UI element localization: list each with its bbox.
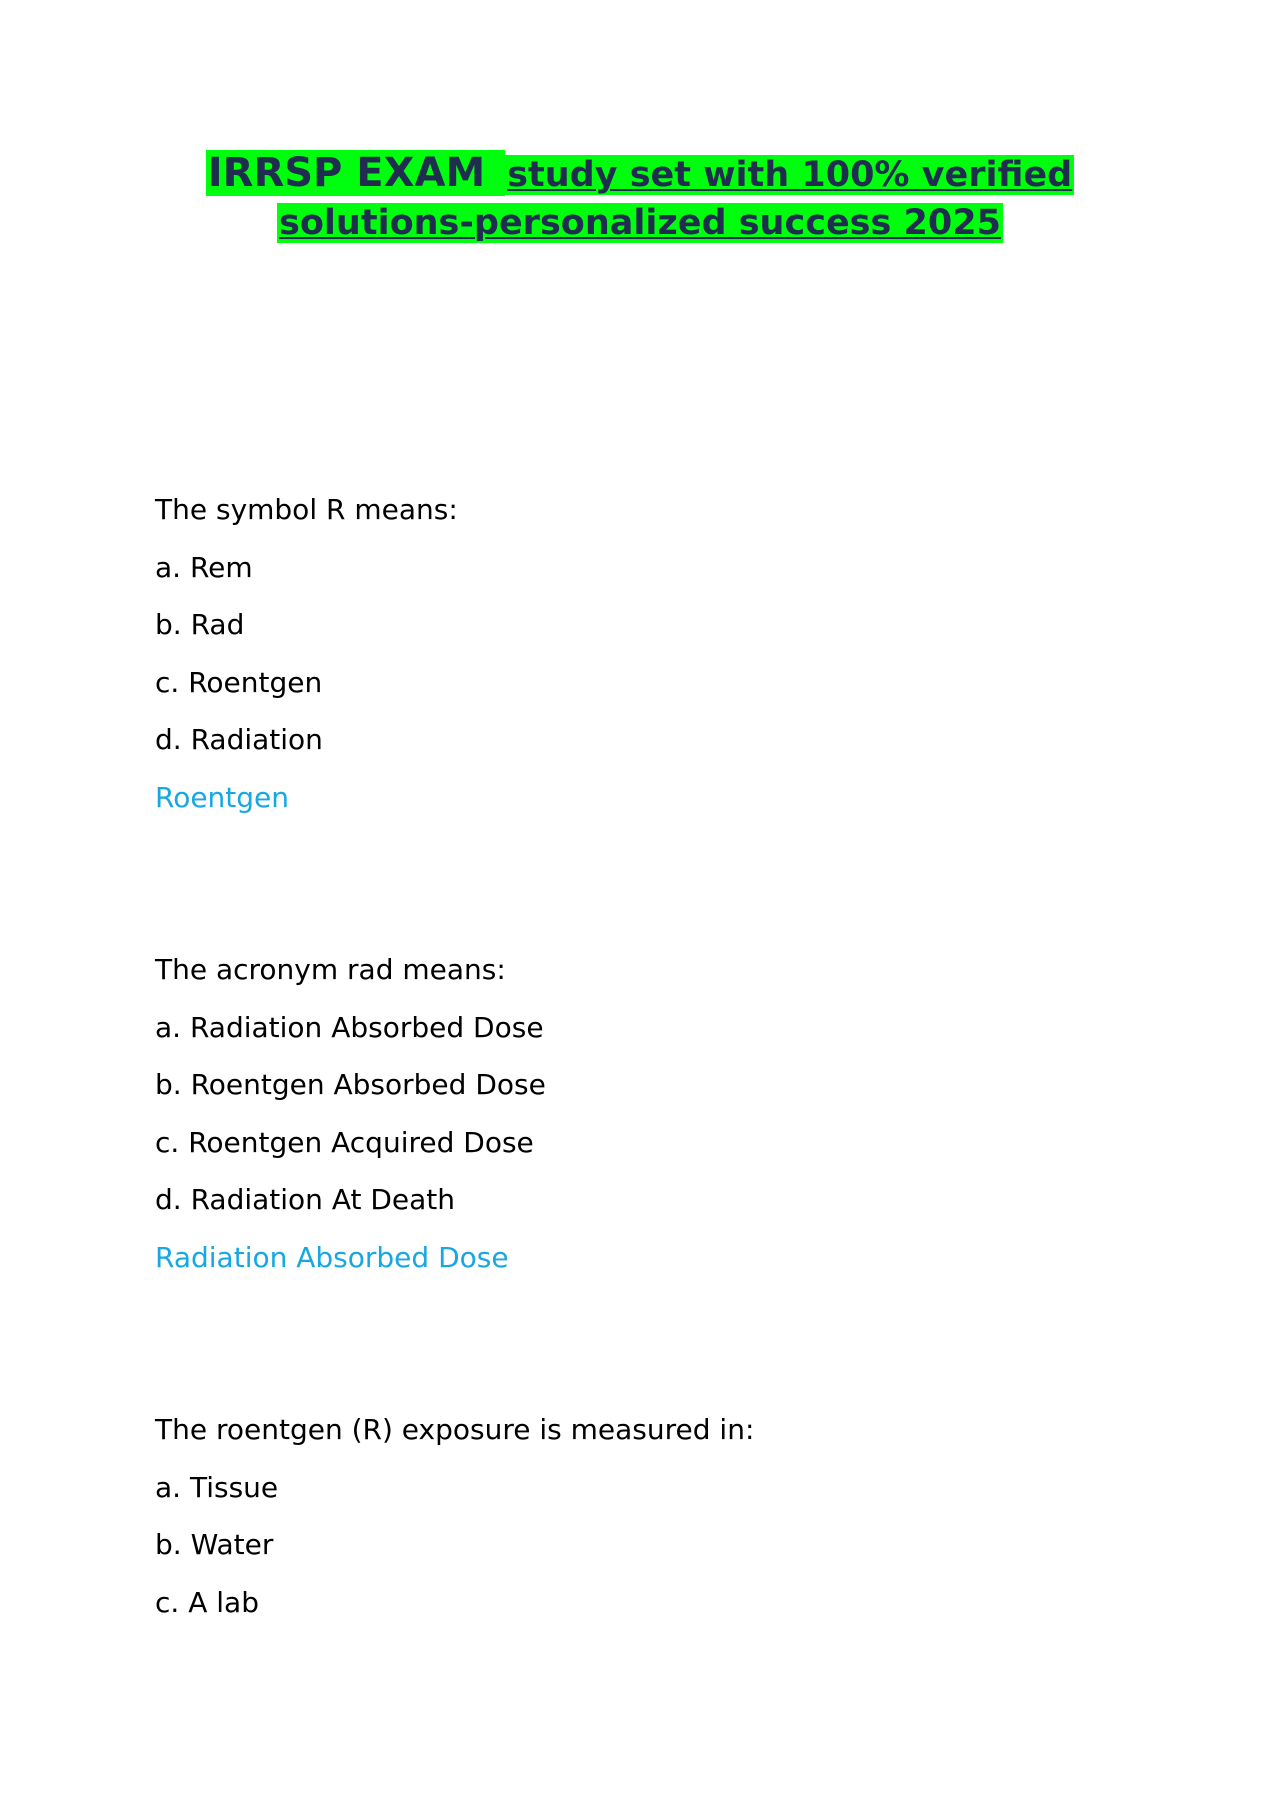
question-2 [155, 941, 1155, 1286]
answer-text: Roentgen [155, 780, 290, 814]
question-prompt: The acronym rad means: [155, 953, 506, 986]
option-b: b. Water [155, 1528, 274, 1561]
title-line-1 [0, 152, 1280, 202]
option-d: d. Radiation [155, 723, 323, 756]
answer-text: Radiation Absorbed Dose [155, 1240, 509, 1274]
document-title [0, 152, 1280, 250]
question-1 [155, 481, 1155, 826]
option-c: c. Roentgen [155, 665, 323, 699]
option-c: c. Roentgen Acquired Dose [155, 1125, 534, 1159]
title-main: IRRSP EXAM [207, 150, 486, 196]
option-c: c. A lab [155, 1585, 259, 1619]
option-a: a. Tissue [155, 1470, 279, 1504]
title-sub-line-2: solutions-personalized success 2025 [279, 203, 1001, 243]
option-d: d. Radiation At Death [155, 1183, 456, 1216]
title-line-2 [0, 202, 1280, 250]
option-a: a. Radiation Absorbed Dose [155, 1010, 544, 1044]
question-prompt: The roentgen (R) exposure is measured in: [155, 1413, 755, 1446]
question-prompt: The symbol R means: [155, 493, 458, 526]
option-b: b. Roentgen Absorbed Dose [155, 1068, 546, 1101]
option-b: b. Rad [155, 608, 245, 641]
question-3 [155, 1401, 1155, 1631]
title-sub-line-1: study set with 100% verified [507, 155, 1073, 195]
option-a: a. Rem [155, 550, 253, 584]
